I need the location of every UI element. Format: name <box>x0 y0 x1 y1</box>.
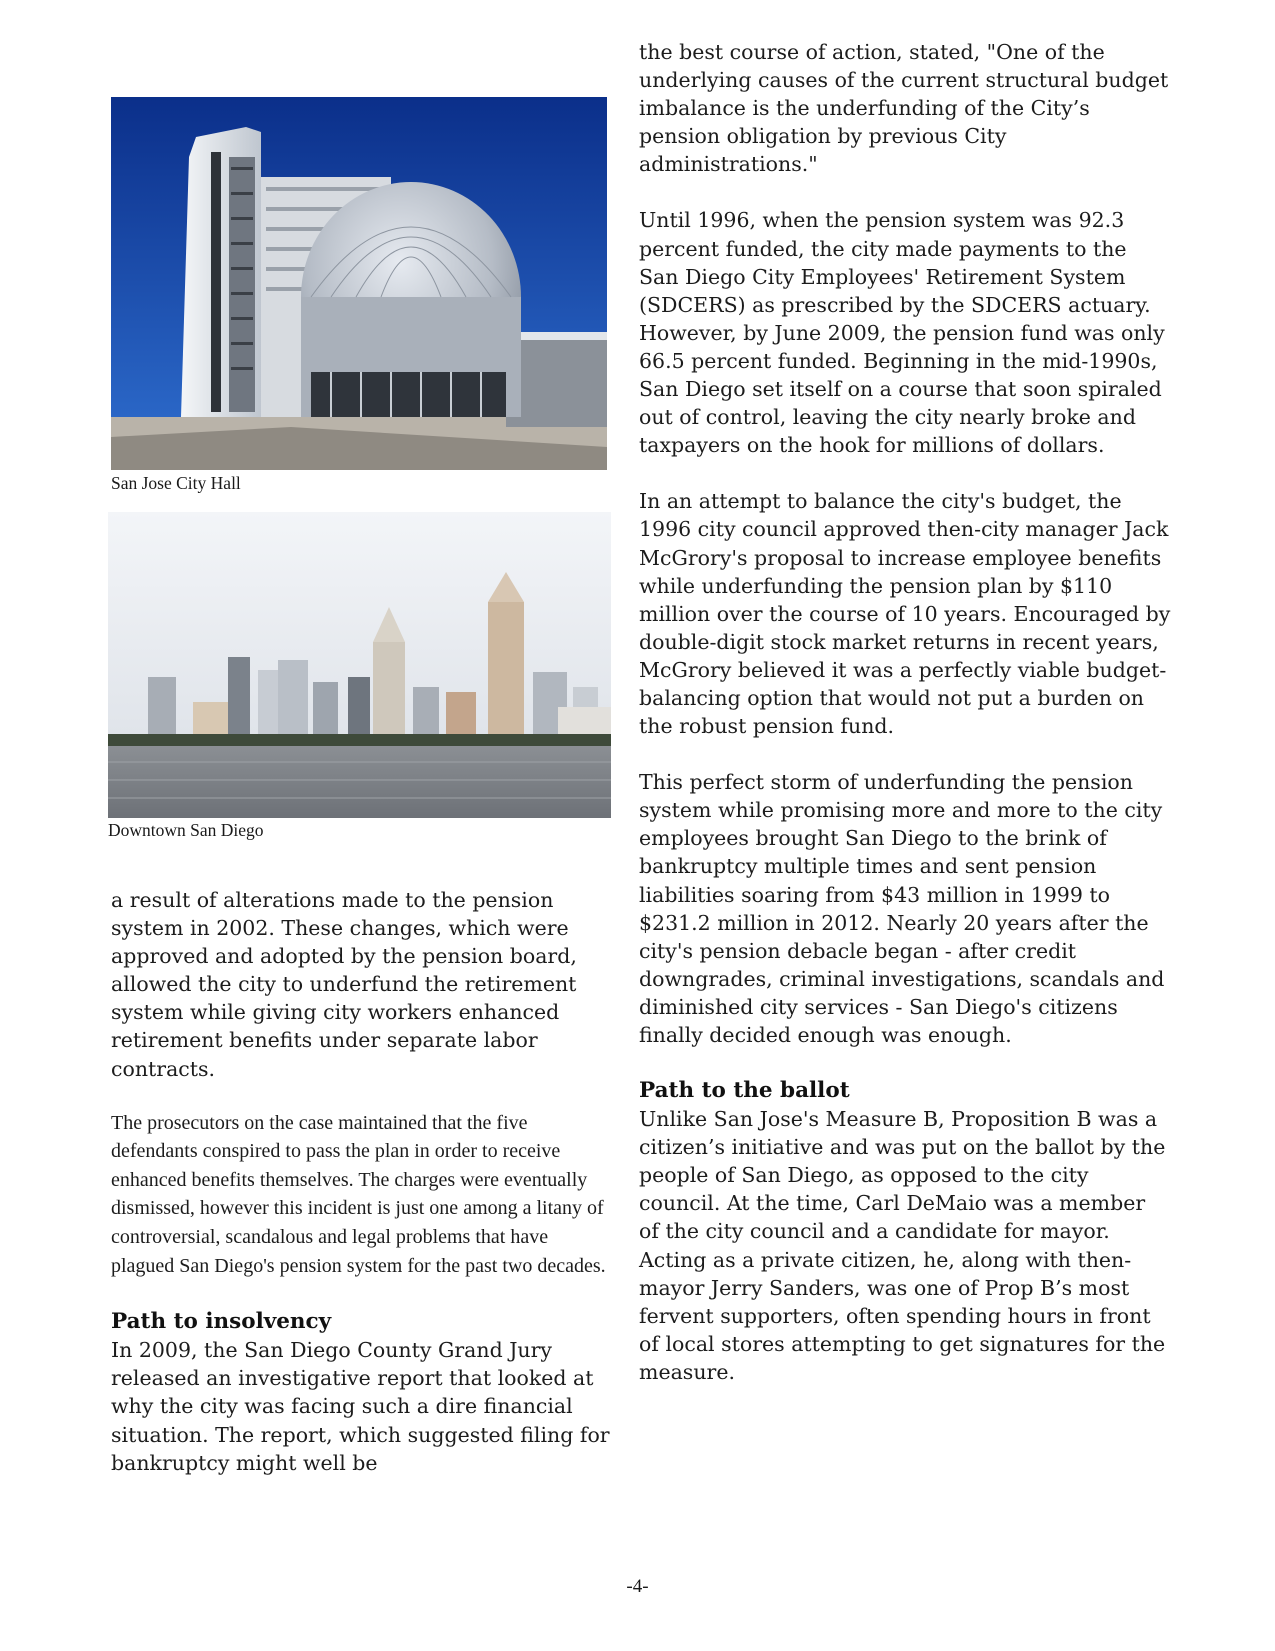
left-para-continued: a result of alterations made to the pension system in 2002. These changes, which were approved and adopted by the pension board, allowed the city to underfund the retirement system while giving city workers enhanced retirement benefits under separate labor contracts. <box>111 888 577 1081</box>
right-para-budget: In an attempt to balance the city's budget, the 1996 city council approved then-city manager Jack McGrory's proposal to increase employee benefits while underfunding the pension plan by $110 million over the course of 10 years. Encouraged by double-digit stock market returns in recent years, McGrory believed it was a perfectly viable budget-balancing option that would not put a burden on the robust pension fund. <box>639 489 1171 739</box>
heading-path-to-the-ballot: Path to the ballot <box>639 1078 850 1104</box>
downtown-photo <box>108 512 611 818</box>
left-column <box>111 886 611 1477</box>
left-para-prosecutors: The prosecutors on the case maintained that the five defendants conspired to pass the plan in order to receive enhanced benefits themselves. The charges were eventually dismissed, however this incident is just one among a litany of controversial, scandalous and legal problems that have plagued San Diego's pension system for the past two decades. <box>111 1111 606 1277</box>
city-hall-photo <box>111 97 607 470</box>
right-para-continued: the best course of action, stated, "One of the underlying causes of the current structural budget imbalance is the underfunding of the City’s pension obligation by previous City administrations." <box>639 40 1169 177</box>
city-hall-caption: San Jose City Hall <box>111 473 241 493</box>
page-number: -4- <box>626 1576 649 1597</box>
right-column <box>639 38 1171 1386</box>
heading-path-to-insolvency: Path to insolvency <box>111 1309 332 1335</box>
downtown-caption: Downtown San Diego <box>108 820 264 840</box>
right-para-storm: This perfect storm of underfunding the pension system while promising more and more to the city employees brought San Diego to the brink of bankruptcy multiple times and sent pension liabilities soaring from $43 million in 1999 to $231.2 million in 2012. Nearly 20 years after the city's pension debacle began - after credit downgrades, criminal investigations, scandals and diminished city services - San Diego's citizens finally decided enough was enough. <box>639 770 1165 1047</box>
left-para-grand-jury: In 2009, the San Diego County Grand Jury released an investigative report that looked at why the city was facing such a dire financial situation. The report, which suggested filing for bankruptcy might well be <box>111 1338 610 1475</box>
right-para-ballot: Unlike San Jose's Measure B, Proposition B was a citizen’s initiative and was put on the ballot by the people of San Diego, as opposed to the city council. At the time, Carl DeMaio was a member of the city council and a candidate for mayor. Acting as a private citizen, he, along with then-mayor Jerry Sanders, was one of Prop B’s most fervent supporters, often spending hours in front of local stores attempting to get signatures for the measure. <box>639 1107 1166 1384</box>
right-para-1996: Until 1996, when the pension system was 92.3 percent funded, the city made payments to the San Diego City Employees' Retirement System (SDCERS) as prescribed by the SDCERS actuary. However, by June 2009, the pension fund was only 66.5 percent funded. Beginning in the mid-1990s, San Diego set itself on a course that soon spiraled out of control, leaving the city nearly broke and taxpayers on the hook for millions of dollars. <box>639 208 1165 458</box>
